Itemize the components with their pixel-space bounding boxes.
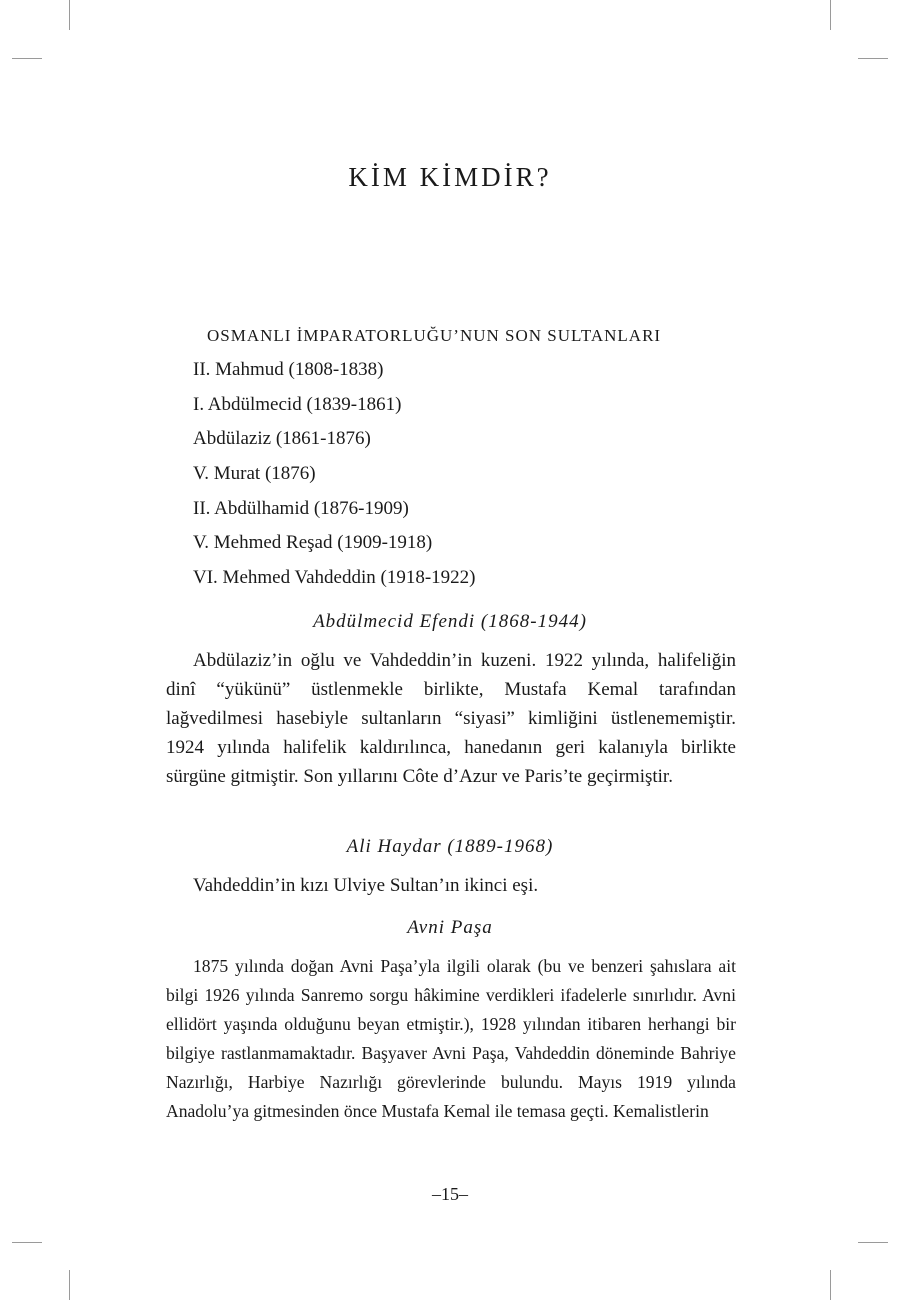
list-item: VI. Mehmed Vahdeddin (1918-1922) bbox=[193, 567, 476, 589]
crop-mark-top-left bbox=[69, 0, 70, 30]
entry-text-avni-pasa: 1875 yılında doğan Avni Paşa’yla ilgili olarak (bu ve benzeri şahıslara ait bilgi 1926 yılında Sanremo sorgu hâkimine verdikleri ifadelerle sınırlıdır. Avni ellidört yaşında olduğunu beyan etmiştir.), 1928 yılından itibaren herhangi bir bilgiye rastlanmamaktadır. Başyaver Avni Paşa, Vahdeddin döneminde Bahriye Nazırlığı, Harbiye Nazırlığı görevlerinde bulundu. Mayıs 1919 yılında Anadolu’ya gitmesinden önce Mustafa Kemal ile temasa geçti. Kemalistlerin bbox=[166, 956, 736, 1121]
list-item: II. Mahmud (1808-1838) bbox=[193, 359, 384, 380]
entry-heading-avni-pasa: Avni Paşa bbox=[407, 917, 493, 938]
crop-mark-top-right bbox=[830, 0, 831, 30]
crop-mark-left-bottom bbox=[12, 1242, 42, 1243]
crop-mark-left-top bbox=[12, 58, 42, 59]
entry-heading-ali-haydar: Ali Haydar (1889-1968) bbox=[346, 836, 554, 857]
list-item: V. Murat (1876) bbox=[193, 463, 316, 485]
section-heading: OSMANLI İMPARATORLUĞU’NUN SON SULTANLARI bbox=[207, 326, 662, 345]
page-title: KİM KİMDİR? bbox=[348, 162, 552, 192]
entry-heading-abdulmecid: Abdülmecid Efendi (1868-1944) bbox=[313, 611, 587, 632]
crop-mark-bottom-right bbox=[830, 1270, 831, 1300]
list-item: Abdülaziz (1861-1876) bbox=[193, 428, 371, 450]
entry-text-abdulmecid: Abdülaziz’in oğlu ve Vahdeddin’in kuzeni. 1922 yılında, halifeliğin dinî “yükünü” üstlenmekle birlikte, Mustafa Kemal tarafından lağvedilmesi hasebiyle sultanların “siyasi” kimliğini üstlenememiştir. 1924 yılında halifelik kaldırılınca, hanedanın geri kalanıyla birlikte sürgüne gitmiştir. Son yıllarını Côte d’Azur ve Paris’te geçirmiştir. bbox=[166, 650, 736, 787]
sultan-list bbox=[193, 358, 476, 601]
page-number: –15– bbox=[432, 1184, 468, 1204]
crop-mark-right-top bbox=[858, 58, 888, 59]
crop-mark-right-bottom bbox=[858, 1242, 888, 1243]
list-item: V. Mehmed Reşad (1909-1918) bbox=[193, 532, 433, 554]
list-item: I. Abdülmecid (1839-1861) bbox=[193, 393, 402, 415]
list-item: II. Abdülhamid (1876-1909) bbox=[193, 497, 409, 519]
crop-mark-bottom-left bbox=[69, 1270, 70, 1300]
entry-text-ali-haydar: Vahdeddin’in kızı Ulviye Sultan’ın ikinci eşi. bbox=[193, 875, 539, 896]
